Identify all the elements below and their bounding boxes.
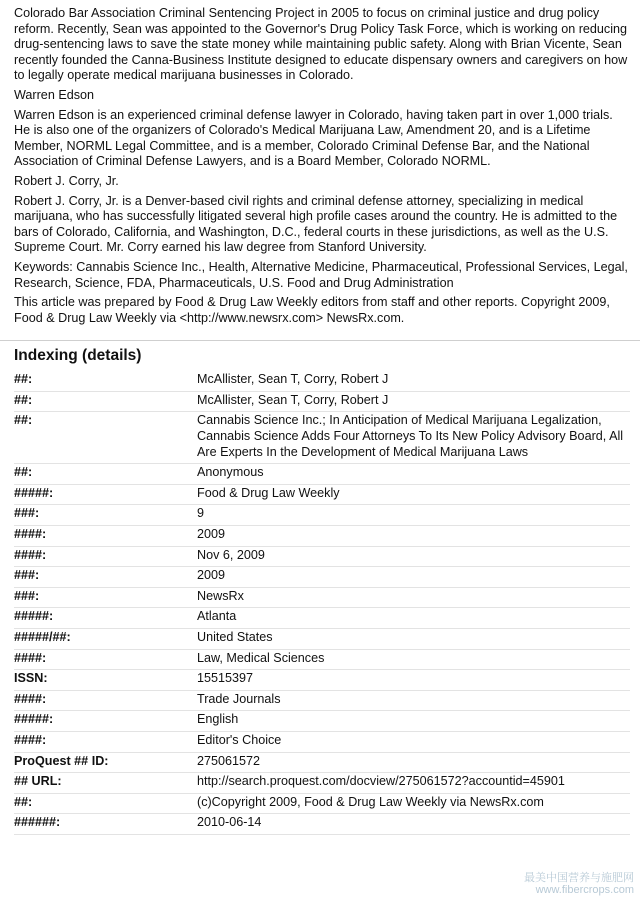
indexing-row — [14, 485, 630, 506]
indexing-value: 275061572 — [197, 753, 261, 768]
indexing-key: ####: — [14, 650, 47, 665]
indexing-row — [14, 526, 630, 547]
indexing-key: #####/##: — [14, 630, 71, 644]
indexing-key: ##: — [14, 465, 33, 480]
article-paragraph: This article was prepared by Food & Drug Law Weekly editors from staff and other reports. Copyright 2009, Food & Drug Law Weekly via <http://www.newsrx.com> NewsRx.com. — [14, 295, 610, 325]
indexing-value: Law, Medical Sciences — [197, 650, 325, 665]
indexing-value: (c)Copyright 2009, Food & Drug Law Weekly via NewsRx.com — [197, 794, 544, 809]
indexing-key: #####: — [14, 485, 54, 500]
indexing-key: ProQuest ## ID: — [14, 753, 109, 768]
article-paragraph: Robert J. Corry, Jr. is a Denver-based civil rights and criminal defense attorney, specializing in medical marijuana, who has successfully litigated several high profile cases around the country. He is admitted to the bars of Colorado, California, and Washington, D.C., federal courts in these jurisdictions, as well as the U.S. Supreme Court. Mr. Corry earned his law degree from Stanford University. — [14, 193, 618, 255]
indexing-value: Trade Journals — [197, 691, 281, 706]
section-divider — [0, 340, 640, 341]
indexing-row — [14, 588, 630, 609]
indexing-key: #####: — [14, 609, 54, 624]
indexing-row — [14, 753, 630, 774]
indexing-value: 2010-06-14 — [197, 815, 262, 830]
indexing-table — [0, 371, 640, 835]
watermark-line1: 最美中国营养与施肥网 — [524, 872, 634, 884]
article-paragraph: Colorado Bar Association Criminal Sentencing Project in 2005 to focus on criminal justice and drug policy reform. Recently, Sean was appointed to the Governor's Drug Policy Task Force, which is working on reducing drug-sentencing laws to save the state money while maintaining public safety. Along with Brian Vicente, Sean recently founded the Canna-Business Institute designed to educate dispensary owners and caregivers on how to legally operate medical marijuana businesses in Colorado. — [14, 6, 628, 83]
indexing-key: ####: — [14, 547, 47, 562]
indexing-key: ##: — [14, 413, 33, 428]
indexing-row — [14, 464, 630, 485]
document-url-link[interactable]: http://search.proquest.com/docview/275061572?accountid=45901 — [197, 774, 565, 789]
indexing-key: ###: — [14, 506, 40, 521]
indexing-row — [14, 608, 630, 629]
indexing-key: ###: — [14, 588, 40, 603]
indexing-key: ####: — [14, 691, 47, 706]
indexing-value: Atlanta — [197, 609, 237, 624]
indexing-value: Cannabis Science Inc.; In Anticipation of Medical Marijuana Legalization, Cannabis Science Adds Four Attorneys To Its New Policy Advisory Board, All Are Experts In the Development of Medical Marijuana Laws — [197, 413, 624, 459]
indexing-key: ####: — [14, 732, 47, 747]
indexing-value: English — [197, 712, 239, 727]
article-paragraph: Warren Edson is an experienced criminal defense lawyer in Colorado, having taken part in over 1,000 trials. He is also one of the organizers of Colorado's Medical Marijuana Law, Amendment 20, and is a Lifetime Member, NORML Legal Committee, and is a member, Colorado Criminal Defense Bar, and the National Association of Criminal Defense Lawyers, and is a Board Member, Colorado NORML. — [14, 107, 613, 169]
indexing-row — [14, 711, 630, 732]
indexing-value: 2009 — [197, 568, 226, 583]
article-body — [0, 0, 640, 326]
indexing-value: Nov 6, 2009 — [197, 547, 265, 562]
indexing-value: NewsRx — [197, 588, 244, 603]
indexing-row — [14, 371, 630, 392]
indexing-key: ISSN: — [14, 671, 48, 686]
indexing-row — [14, 650, 630, 671]
indexing-row — [14, 691, 630, 712]
indexing-value: McAllister, Sean T, Corry, Robert J — [197, 372, 389, 387]
article-paragraph: Keywords: Cannabis Science Inc., Health, Alternative Medicine, Pharmaceutical, Professional Services, Legal, Research, Science, FDA, Pharmaceuticals, U.S. Food and Drug Administration — [14, 259, 628, 290]
indexing-value: McAllister, Sean T, Corry, Robert J — [197, 392, 389, 407]
indexing-row — [14, 773, 630, 794]
watermark-line2: www.fibercrops.com — [535, 884, 634, 896]
indexing-title: Indexing (details) — [14, 347, 142, 365]
indexing-key: ####: — [14, 527, 47, 542]
indexing-key: ## URL: — [14, 774, 62, 789]
author-name: Robert J. Corry, Jr. — [14, 173, 119, 188]
indexing-key: ###: — [14, 568, 40, 583]
indexing-value: United States — [197, 630, 273, 644]
indexing-key: ######: — [14, 815, 61, 830]
watermark — [524, 872, 634, 896]
indexing-key: #####: — [14, 712, 54, 727]
indexing-row — [14, 392, 630, 413]
indexing-key: ##: — [14, 794, 33, 809]
indexing-row — [14, 412, 630, 464]
indexing-value: Food & Drug Law Weekly — [197, 485, 340, 500]
indexing-row — [14, 629, 630, 650]
indexing-value: Anonymous — [197, 465, 264, 480]
author-name: Warren Edson — [14, 87, 95, 102]
indexing-value: Editor's Choice — [197, 732, 282, 747]
indexing-row — [14, 505, 630, 526]
indexing-row — [14, 567, 630, 588]
indexing-row — [14, 814, 630, 835]
indexing-row — [14, 732, 630, 753]
indexing-row — [14, 547, 630, 568]
indexing-row — [14, 794, 630, 815]
indexing-value: 9 — [197, 506, 205, 521]
indexing-value: 2009 — [197, 527, 226, 542]
indexing-key: ##: — [14, 392, 33, 407]
indexing-value: 15515397 — [197, 671, 254, 686]
indexing-key: ##: — [14, 372, 33, 387]
indexing-row — [14, 670, 630, 691]
